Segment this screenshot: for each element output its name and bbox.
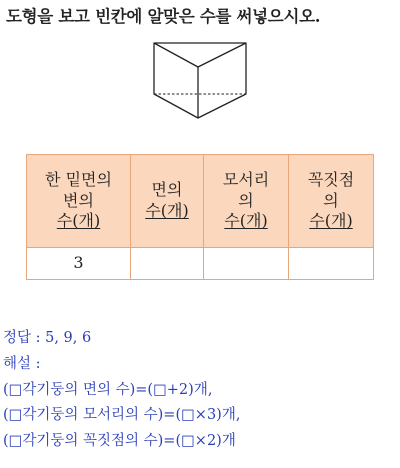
header-faces: 면의 수(개) xyxy=(131,155,204,248)
header-edges: 모서리 의 수(개) xyxy=(204,155,289,248)
explanation-line-faces: (□각기둥의 면의 수)=(□+2)개, xyxy=(3,381,213,398)
explanation-label: 해설 : xyxy=(3,355,41,372)
header-base-edges: 한 밑면의 변의 수(개) xyxy=(27,155,131,248)
table-header-row xyxy=(27,155,374,248)
value-vertices-blank[interactable] xyxy=(289,248,374,280)
question-text: 도형을 보고 빈칸에 알맞은 수를 써넣으시오. xyxy=(6,7,321,26)
header-vertices: 꼭짓점 의 수(개) xyxy=(289,155,374,248)
triangular-prism-figure xyxy=(150,40,250,130)
answer-section xyxy=(3,326,240,455)
explanation-line-vertices: (□각기둥의 꼭짓점의 수)=(□×2)개 xyxy=(3,433,236,450)
value-faces-blank[interactable] xyxy=(131,248,204,280)
explanation-line-edges: (□각기둥의 모서리의 수)=(□×3)개, xyxy=(3,407,241,424)
value-base-edges: 3 xyxy=(27,248,131,280)
value-edges-blank[interactable] xyxy=(204,248,289,280)
table-value-row xyxy=(27,248,374,280)
answer-line: 정답 : 5, 9, 6 xyxy=(3,330,92,346)
prism-count-table xyxy=(26,154,374,280)
